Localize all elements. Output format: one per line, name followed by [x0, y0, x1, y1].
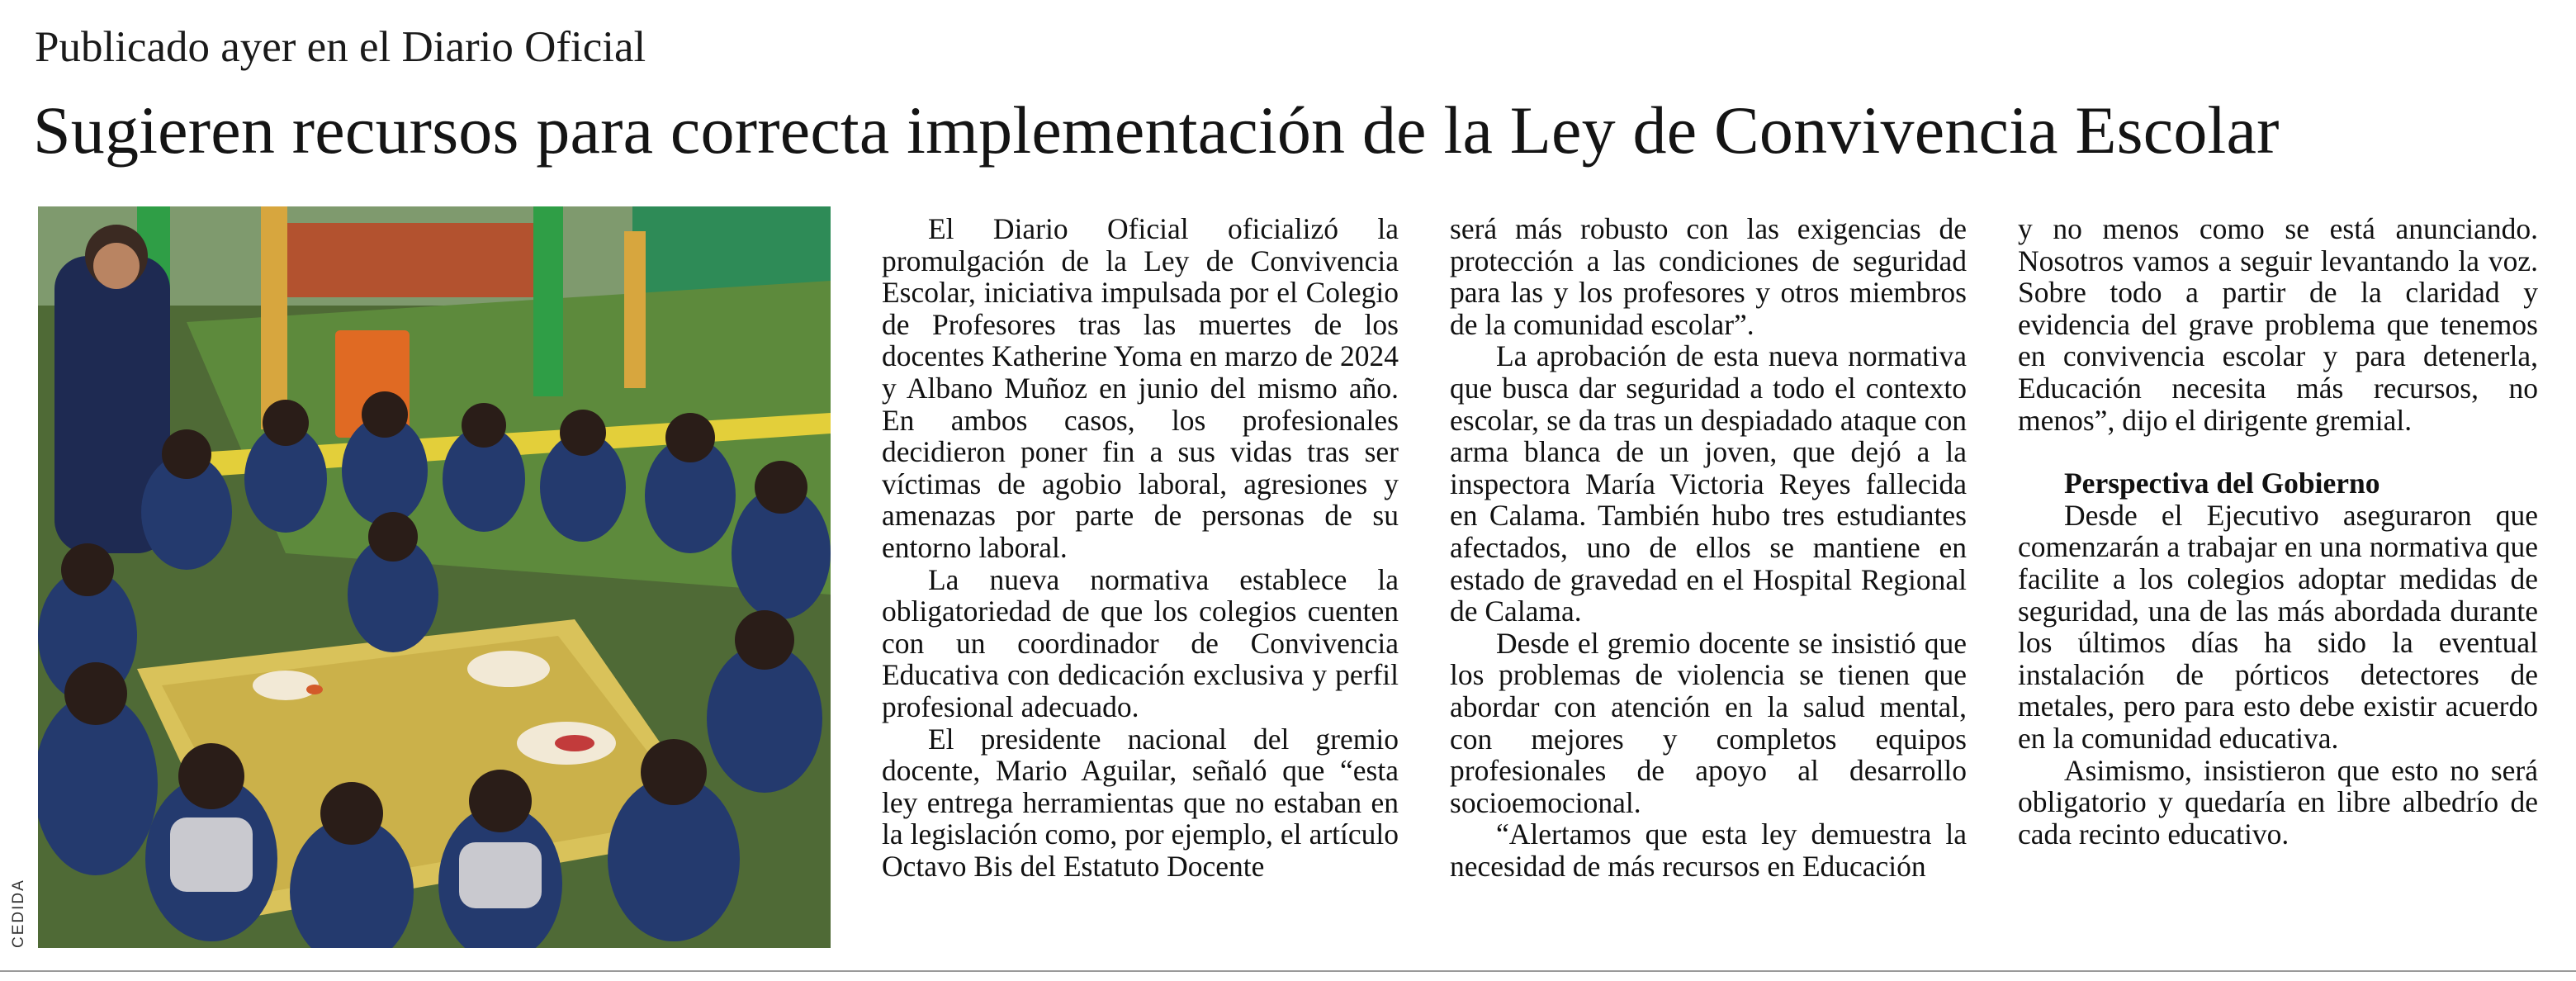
paragraph: El Diario Oficial oficializó la promulgación de la Ley de Convivencia Escolar, iniciativa impulsada por el Colegio de Profesores tras las muertes de los docentes Katherine Yoma en marzo de 2024 y Albano Muñoz en junio del mismo año. En ambos casos, los profesionales decidieron poner fin a sus vidas tras ser víctimas de agobio laboral, agresiones y amenazas por parte de personas de su entorno laboral.: [882, 212, 1399, 564]
kicker: Publicado ayer en el Diario Oficial: [35, 23, 646, 71]
paragraph: “Alertamos que esta ley demuestra la necesidad de más recursos en Educación: [1450, 818, 1967, 883]
article-column-2: [1450, 213, 1967, 882]
paragraph: El presidente nacional del gremio docente, Mario Aguilar, señaló que “esta ley entrega herramientas que no estaban en la legislación como, por ejemplo, el artículo Octavo Bis del Estatuto Docente: [882, 722, 1399, 883]
paragraph: Desde el Ejecutivo aseguraron que comenzarán a trabajar en una normativa que facilite a los colegios adoptar medidas de seguridad, una de las más abordada durante los últimos días ha sido la eventual instalación de pórticos detectores de metales, pero para esto debe existir acuerdo en la comunidad educativa.: [2018, 498, 2538, 755]
paragraph: La aprobación de esta nueva normativa que busca dar seguridad a todo el contexto escolar, se da tras un despiadado ataque con arma blanca de un joven, que dejó a la inspectora María Victoria Reyes fallecida en Calama. También hubo tres estudiantes afectados, uno de ellos se mantiene en estado de gravedad en el Hospital Regional de Calama.: [1450, 339, 1967, 628]
paragraph: Asimismo, insistieron que esto no será obligatorio y quedaría en libre albedrío de cada recinto educativo.: [2018, 753, 2538, 851]
paragraph: será más robusto con las exigencias de protección a las condiciones de seguridad para las y los profesores y otros miembros de la comunidad escolar”.: [1450, 212, 1967, 341]
paragraph: Desde el gremio docente se insistió que los problemas de violencia se tienen que abordar con atención en la salud mental, con mejores y completos equipos profesionales de apoyo al desarrollo socioemocional.: [1450, 626, 1967, 819]
article-column-1: [882, 213, 1399, 882]
photo-credit: CEDIDA: [10, 879, 27, 948]
article-photo: [38, 206, 831, 948]
paragraph: y no menos como se está anunciando. Nosotros vamos a seguir levantando la voz. Sobre todo a partir de la claridad y evidencia del grave problema que tenemos en convivencia escolar y para detenerla, Educación necesita más recursos, no menos”, dijo el dirigente gremial.: [2018, 212, 2538, 437]
section-subhead: Perspectiva del Gobierno: [2064, 467, 2380, 500]
bottom-divider: [0, 970, 2576, 972]
headline: Sugieren recursos para correcta implementación de la Ley de Convivencia Escolar: [33, 92, 2280, 168]
article-column-3: [2018, 213, 2538, 850]
paragraph: La nueva normativa establece la obligatoriedad de que los colegios cuenten con un coordinador de Convivencia Educativa con dedicación exclusiva y perfil profesional adecuado.: [882, 562, 1399, 723]
